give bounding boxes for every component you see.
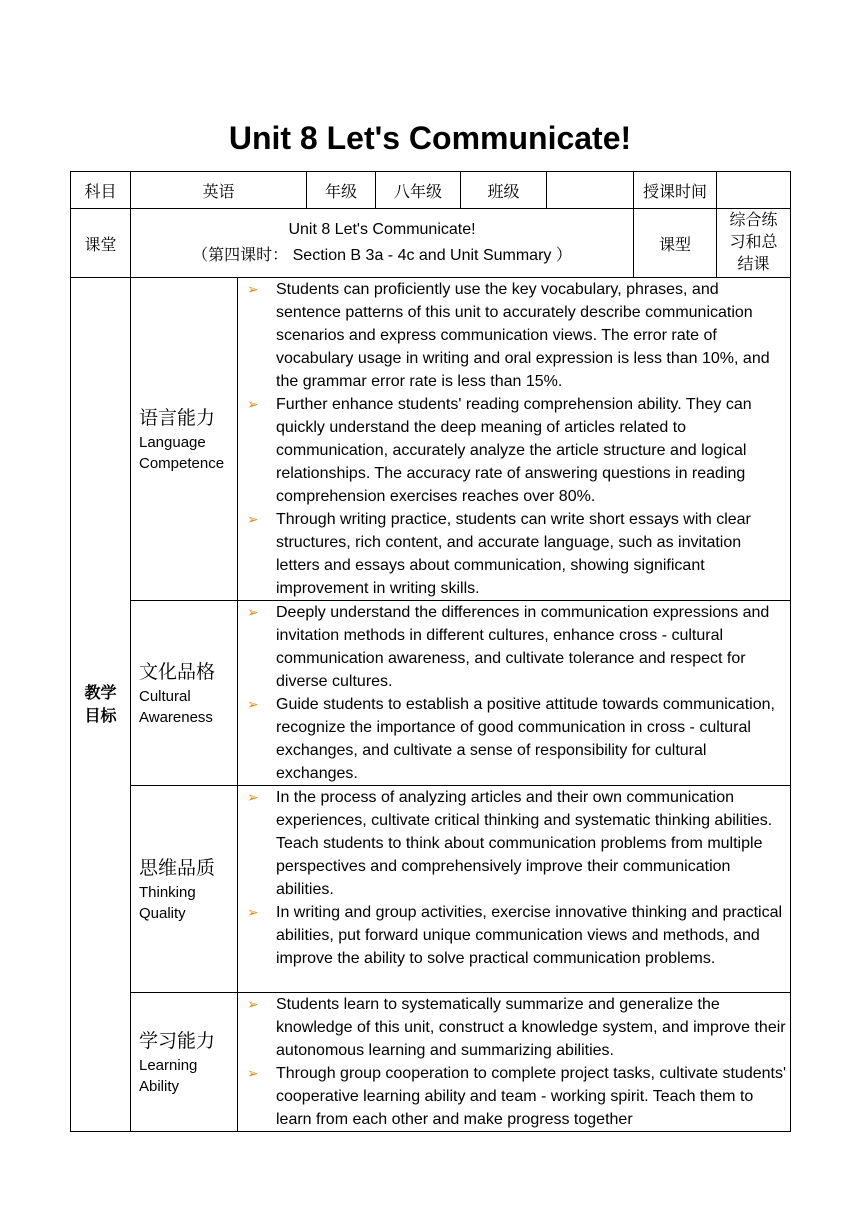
subsection-en: Ability bbox=[139, 1078, 180, 1095]
time-value bbox=[717, 172, 791, 209]
arrow-bullet-icon: ➢ bbox=[247, 281, 259, 297]
subsection-en: Awareness bbox=[139, 709, 213, 726]
lesson-type-line: 综合练 bbox=[729, 212, 778, 229]
list-item bbox=[238, 693, 786, 785]
list-item-text: In writing and group activities, exercise innovative thinking and practical abilities, put forward unique communication views and methods, and improve the ability to solve practical communication problems. bbox=[276, 904, 783, 967]
subsection-en: Cultural bbox=[139, 688, 191, 705]
header-row bbox=[71, 172, 791, 209]
arrow-bullet-icon: ➢ bbox=[247, 511, 259, 527]
list-item bbox=[238, 1062, 786, 1131]
list-item-text: Deeply understand the differences in communication expressions and invitation methods in different cultures, enhance cross - cultural communication awareness, and cultivate tolerance and respect for diverse cultures. bbox=[276, 604, 770, 690]
subsection-zh: 思维品质 bbox=[139, 857, 216, 879]
lesson-label: 课堂 bbox=[71, 209, 131, 278]
class-label: 班级 bbox=[461, 172, 547, 209]
list-item-text: Guide students to establish a positive attitude towards communication, recognize the importance of good communication in cross - cultural exchanges, and cultivate a sense of responsibility for cultural exchanges. bbox=[276, 696, 775, 782]
class-value bbox=[547, 172, 634, 209]
lesson-title-line2: （第四课时： Section B 3a - 4c and Unit Summary ） bbox=[192, 247, 572, 264]
list-item bbox=[238, 993, 786, 1062]
objective-list bbox=[238, 993, 786, 1131]
objective-items bbox=[238, 786, 791, 993]
time-label: 授课时间 bbox=[634, 172, 717, 209]
subsection-label bbox=[131, 993, 238, 1132]
subsection-label bbox=[131, 601, 238, 786]
subsection-label bbox=[131, 786, 238, 993]
arrow-bullet-icon: ➢ bbox=[247, 904, 259, 920]
objective-row-thinking bbox=[71, 786, 791, 993]
lesson-type-line: 习和总 bbox=[729, 234, 778, 251]
subsection-zh: 学习能力 bbox=[139, 1030, 216, 1052]
objective-row-learning bbox=[71, 993, 791, 1132]
list-item-text: Students learn to systematically summarize and generalize the knowledge of this unit, construct a knowledge system, and improve their autonomous learning and summarizing abilities. bbox=[276, 996, 786, 1059]
arrow-bullet-icon: ➢ bbox=[247, 1065, 259, 1081]
list-item bbox=[238, 601, 786, 693]
arrow-bullet-icon: ➢ bbox=[247, 789, 259, 805]
objective-items bbox=[238, 278, 791, 601]
objective-list bbox=[238, 601, 786, 785]
arrow-bullet-icon: ➢ bbox=[247, 396, 259, 412]
list-item-text: Through group cooperation to complete project tasks, cultivate students' cooperative learning ability and team - working spirit. Teach them to learn from each other and make progress together bbox=[276, 1065, 787, 1128]
lesson-type-label: 课型 bbox=[634, 209, 717, 278]
class-row bbox=[71, 209, 791, 278]
objectives-label-line: 目标 bbox=[84, 707, 117, 725]
grade-value: 八年级 bbox=[376, 172, 461, 209]
list-item bbox=[238, 901, 786, 970]
list-item bbox=[238, 508, 786, 600]
objective-items bbox=[238, 601, 791, 786]
objectives-label bbox=[71, 278, 131, 1132]
list-item bbox=[238, 786, 786, 901]
list-item-text: Students can proficiently use the key vocabulary, phrases, and sentence patterns of this unit to accurately describe communication scenarios and express communication views. The error rate of vocabulary usage in writing and oral expression is less than 10%, and the grammar error rate is less than 15%. bbox=[276, 281, 770, 390]
lesson-title-line1: Unit 8 Let's Communicate! bbox=[288, 221, 476, 238]
subsection-en: Competence bbox=[139, 455, 225, 472]
subsection-en: Quality bbox=[139, 905, 186, 922]
subject-label: 科目 bbox=[71, 172, 131, 209]
subsection-zh: 语言能力 bbox=[139, 407, 216, 429]
objective-list bbox=[238, 278, 786, 600]
objective-row-cultural bbox=[71, 601, 791, 786]
list-item bbox=[238, 278, 786, 393]
subject-value: 英语 bbox=[131, 172, 307, 209]
page-title: Unit 8 Let's Communicate! bbox=[228, 120, 632, 156]
lesson-type-value bbox=[717, 209, 791, 278]
subsection-en: Learning bbox=[139, 1057, 198, 1074]
arrow-bullet-icon: ➢ bbox=[247, 696, 259, 712]
lesson-plan-table bbox=[70, 171, 791, 1132]
objective-items bbox=[238, 993, 791, 1132]
objectives-label-line: 教学 bbox=[84, 684, 117, 702]
list-item bbox=[238, 393, 786, 508]
list-item-text: In the process of analyzing articles and their own communication experiences, cultivate critical thinking and systematic thinking abilities. Teach students to think about communication problems from multiple perspectives and comprehensively improve their communication abilities. bbox=[276, 789, 773, 898]
objective-row-language bbox=[71, 278, 791, 601]
list-item-text: Through writing practice, students can write short essays with clear structures, rich content, and accurate language, such as invitation letters and essays about communication, showing significant improvement in writing skills. bbox=[276, 511, 751, 597]
objective-list bbox=[238, 786, 786, 970]
list-item-text: Further enhance students' reading comprehension ability. They can quickly understand the deep meaning of articles related to communication, accurately analyze the article structure and logical relationships. The accuracy rate of answering questions in reading comprehension exercises reaches over 80%. bbox=[276, 396, 752, 505]
arrow-bullet-icon: ➢ bbox=[247, 996, 259, 1012]
subsection-en: Language bbox=[139, 434, 206, 451]
lesson-title-cell bbox=[131, 209, 634, 278]
arrow-bullet-icon: ➢ bbox=[247, 604, 259, 620]
grade-label: 年级 bbox=[307, 172, 376, 209]
lesson-type-line: 结课 bbox=[737, 256, 770, 273]
subsection-en: Thinking bbox=[139, 884, 196, 901]
subsection-zh: 文化品格 bbox=[139, 661, 216, 683]
subsection-label bbox=[131, 278, 238, 601]
